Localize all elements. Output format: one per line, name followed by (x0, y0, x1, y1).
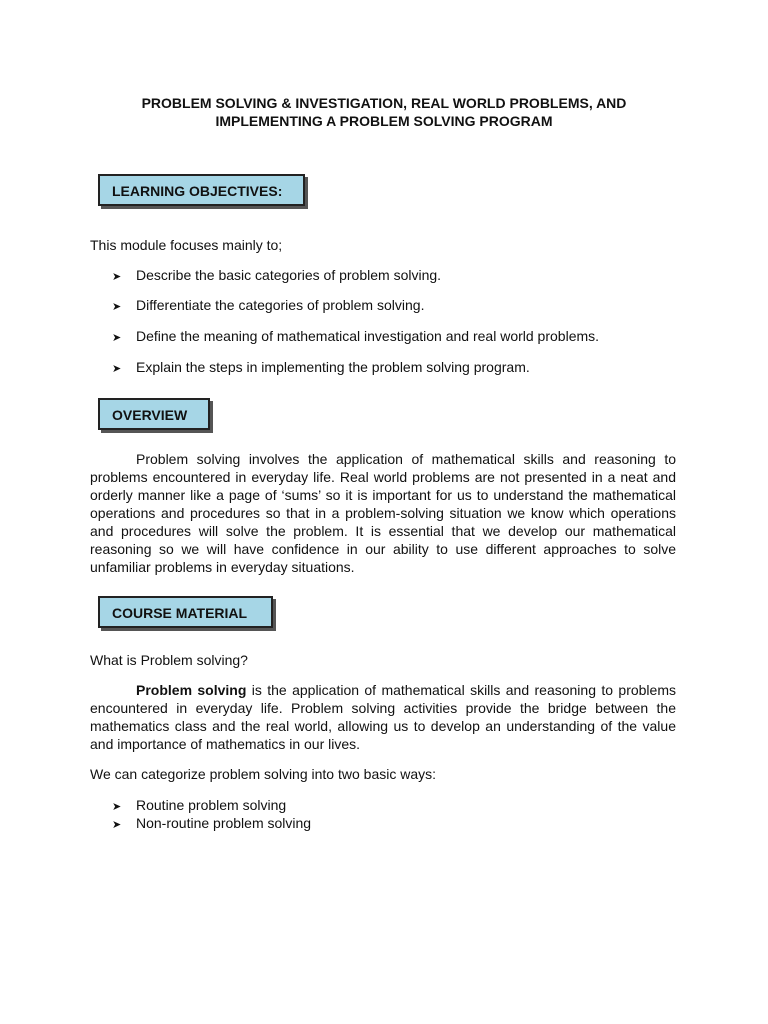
objective-item-4 (112, 358, 672, 378)
objective-item-text: Explain the steps in implementing the problem solving program. (136, 359, 530, 375)
arrow-bullet-icon: ➤ (112, 819, 122, 831)
category-item-2 (112, 814, 672, 834)
objective-item-3 (112, 327, 672, 347)
arrow-bullet-icon: ➤ (112, 271, 122, 283)
objective-item-text: Differentiate the categories of problem solving. (136, 297, 425, 313)
document-title-line-2: IMPLEMENTING A PROBLEM SOLVING PROGRAM (215, 113, 553, 129)
course-material-heading: COURSE MATERIAL (98, 596, 273, 628)
document-title (90, 94, 678, 130)
arrow-bullet-icon: ➤ (112, 801, 122, 813)
problem-solving-definition (90, 681, 676, 753)
category-item-text: Non-routine problem solving (136, 815, 312, 831)
objective-item-1 (112, 266, 672, 286)
problem-solving-question: What is Problem solving? (90, 652, 248, 668)
arrow-bullet-icon: ➤ (112, 363, 122, 375)
category-item-text: Routine problem solving (136, 797, 287, 813)
overview-paragraph-text: Problem solving involves the application of mathematical skills and reasoning to problems encountered in everyday life. Real world problems are not presented in a neat and orderly manner like a page of ‘sums’ so it is important for us to understand the mathematical operations and procedures so that in a problem-solving situation we know which operations and procedures will solve the problem. It is essential that we develop our mathematical reasoning so we will have confidence in our ability to use different approaches to solve unfamiliar problems in everyday situations. (90, 451, 676, 575)
document-title-line-1: PROBLEM SOLVING & INVESTIGATION, REAL WORLD PROBLEMS, AND (141, 95, 627, 111)
definition-term: Problem solving (136, 682, 247, 698)
objective-item-2 (112, 296, 672, 316)
overview-heading: OVERVIEW (98, 398, 210, 430)
category-item-1 (112, 796, 672, 816)
overview-paragraph (90, 450, 676, 576)
categorize-intro: We can categorize problem solving into two basic ways: (90, 766, 437, 782)
objective-item-text: Define the meaning of mathematical investigation and real world problems. (136, 328, 600, 344)
arrow-bullet-icon: ➤ (112, 301, 122, 313)
objectives-intro: This module focuses mainly to; (90, 237, 283, 253)
objective-item-text: Describe the basic categories of problem solving. (136, 267, 442, 283)
learning-objectives-heading: LEARNING OBJECTIVES: (98, 174, 305, 206)
arrow-bullet-icon: ➤ (112, 332, 122, 344)
definition-text: is the application of mathematical skills and reasoning to problems encountered in everyday life. Problem solving activities provide the bridge between the mathematics class and the real world, allowing us to develop an understanding of the value and importance of mathematics in our lives. (90, 682, 676, 752)
